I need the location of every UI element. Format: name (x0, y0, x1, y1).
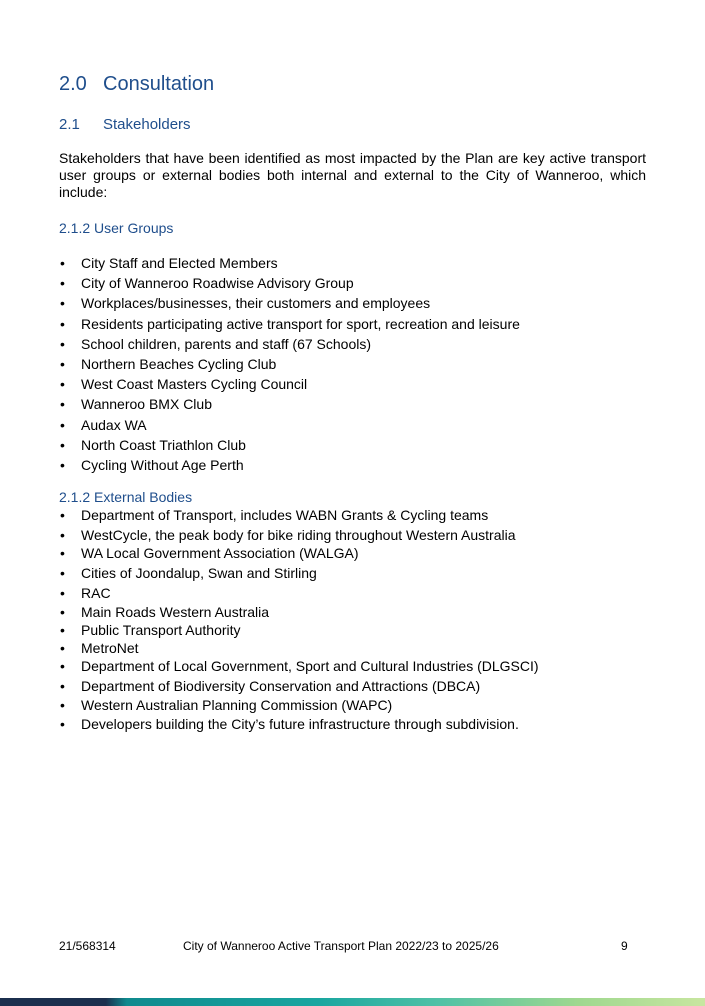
footer-page-number: 9 (621, 939, 628, 953)
list-item-text: Cities of Joondalup, Swan and Stirling (81, 565, 317, 581)
list-item (59, 527, 659, 545)
bullet-icon: • (60, 565, 65, 581)
list-item (59, 275, 659, 295)
list-item-text: Audax WA (81, 416, 147, 433)
list-item (59, 640, 659, 658)
subsection-number: 2.1 (59, 116, 80, 133)
list-item-text: Residents participating active transport for sport, recreation and leisure (81, 315, 520, 332)
bullet-icon: • (60, 376, 65, 393)
list-item-text: School children, parents and staff (67 Schools) (81, 335, 372, 352)
bullet-icon: • (60, 527, 65, 543)
list-item (59, 545, 659, 565)
bullet-icon: • (60, 436, 65, 453)
list-item-text: Cycling Without Age Perth (81, 456, 244, 473)
bullet-icon: • (60, 716, 65, 732)
list-item-text: WestCycle, the peak body for bike riding throughout Western Australia (81, 527, 516, 543)
list-item (59, 255, 659, 275)
external-bodies-list (59, 507, 659, 734)
list-item (59, 356, 659, 376)
list-item-text: Department of Local Government, Sport and Cultural Industries (DLGSCI) (81, 658, 539, 674)
list-item-text: Developers building the City’s future infrastructure through subdivision. (81, 716, 519, 732)
bullet-icon: • (60, 658, 65, 674)
subsection-title: Stakeholders (103, 116, 191, 133)
bullet-icon: • (60, 275, 65, 292)
footer-doc-title: City of Wanneroo Active Transport Plan 2022/23 to 2025/26 (183, 939, 499, 953)
bullet-icon: • (60, 416, 65, 433)
list-item-text: Western Australian Planning Commission (WAPC) (81, 697, 393, 713)
list-item-text: Northern Beaches Cycling Club (81, 355, 277, 372)
bullet-icon: • (60, 507, 65, 523)
list-item-text: Department of Biodiversity Conservation and Attractions (DBCA) (81, 678, 481, 694)
list-item (59, 678, 659, 697)
list-item (59, 622, 659, 640)
list-item (59, 507, 659, 527)
user-groups-heading: 2.1.2 User Groups (59, 220, 174, 236)
list-item-text: RAC (81, 585, 111, 601)
list-item (59, 396, 659, 416)
bullet-icon: • (60, 622, 65, 638)
list-item-text: West Coast Masters Cycling Council (81, 376, 308, 393)
list-item-text: WA Local Government Association (WALGA) (81, 545, 359, 561)
bullet-icon: • (60, 295, 65, 312)
external-bodies-heading: 2.1.2 External Bodies (59, 489, 193, 505)
bullet-icon: • (60, 335, 65, 352)
list-item-text: Main Roads Western Australia (81, 604, 270, 620)
list-item (59, 316, 659, 336)
bullet-icon: • (60, 604, 65, 620)
list-item (59, 716, 659, 734)
bullet-icon: • (60, 315, 65, 332)
list-item (59, 295, 659, 315)
list-item-text: Public Transport Authority (81, 622, 241, 638)
list-item (59, 437, 659, 457)
intro-paragraph: Stakeholders that have been identified as most impacted by the Plan are key active transport user groups or external bodies both internal and external to the City of Wanneroo, which include: (59, 150, 646, 200)
section-title: Consultation (103, 73, 215, 95)
bullet-icon: • (60, 640, 65, 656)
subsection-heading (59, 116, 191, 133)
list-item-text: Wanneroo BMX Club (81, 396, 212, 413)
list-item (59, 457, 659, 477)
list-item (59, 417, 659, 437)
bullet-icon: • (60, 678, 65, 694)
bullet-icon: • (60, 697, 65, 713)
bullet-icon: • (60, 355, 65, 372)
list-item (59, 604, 659, 622)
bullet-icon: • (60, 396, 65, 413)
list-item-text: Workplaces/businesses, their customers and employees (81, 295, 431, 312)
bullet-icon: • (60, 456, 65, 473)
bullet-icon: • (60, 545, 65, 561)
bullet-icon: • (60, 255, 65, 271)
user-groups-list (59, 255, 659, 477)
footer-color-band (0, 998, 705, 1006)
list-item-text: Department of Transport, includes WABN Grants & Cycling teams (81, 507, 489, 523)
list-item-text: MetroNet (81, 640, 139, 656)
list-item-text: City of Wanneroo Roadwise Advisory Group (81, 275, 354, 292)
section-number: 2.0 (59, 73, 87, 95)
list-item (59, 565, 659, 585)
section-heading (59, 73, 214, 96)
bullet-icon: • (60, 585, 65, 601)
list-item (59, 376, 659, 396)
list-item (59, 697, 659, 716)
list-item (59, 585, 659, 604)
list-item (59, 658, 659, 678)
footer-doc-id: 21/568314 (59, 939, 116, 953)
list-item (59, 336, 659, 356)
list-item-text: North Coast Triathlon Club (81, 436, 246, 453)
list-item-text: City Staff and Elected Members (81, 255, 278, 271)
